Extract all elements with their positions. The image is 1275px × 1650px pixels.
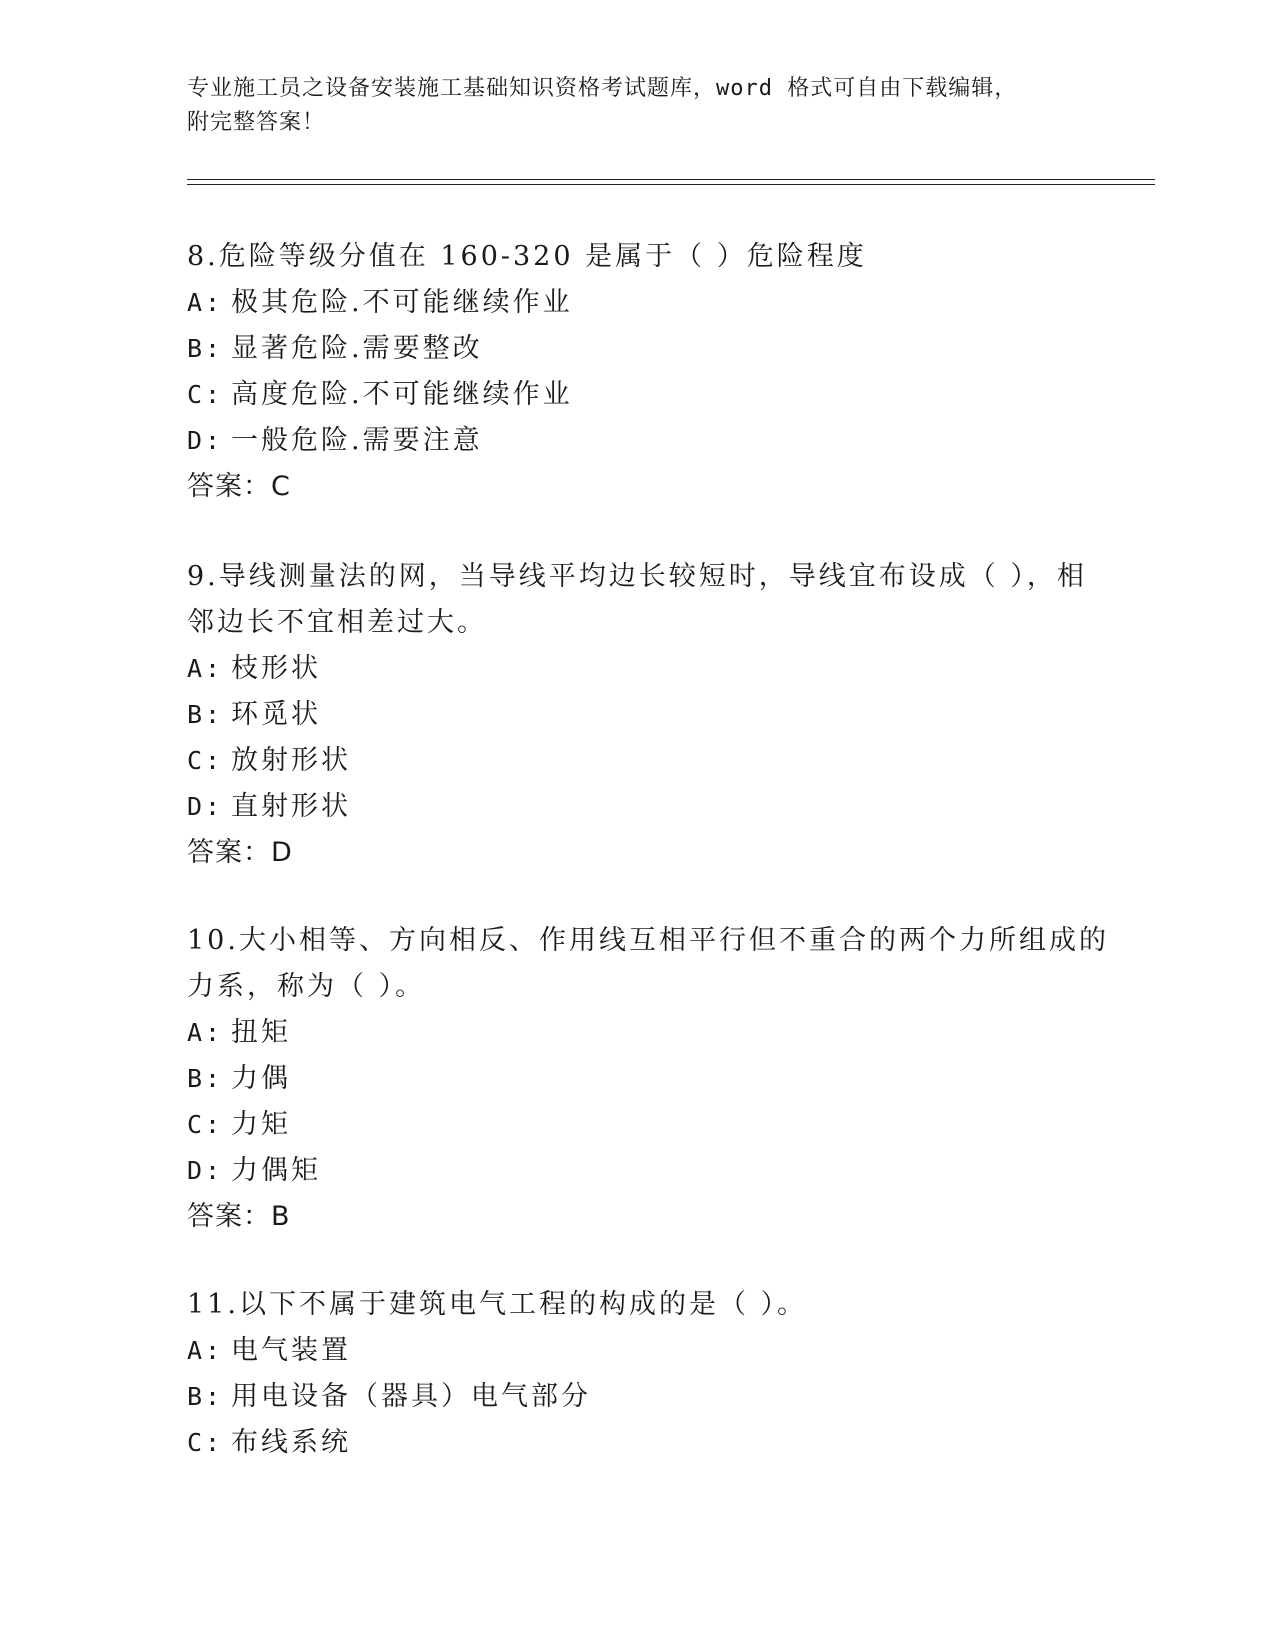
option-c [187, 1102, 1087, 1148]
option-key: B: [187, 1064, 224, 1093]
question-stem: 9.导线测量法的网，当导线平均边长较短时，导线宜布设成（ ），相 [187, 561, 1087, 592]
option-text: 力偶 [231, 1063, 291, 1094]
option-b [187, 692, 1087, 738]
option-key: A: [187, 654, 224, 683]
option-text: 直射形状 [231, 791, 351, 822]
option-key: B: [187, 334, 224, 363]
document-header [187, 72, 1087, 140]
header-divider-bottom [187, 184, 1155, 185]
option-b [187, 1056, 1087, 1102]
option-key: D: [187, 792, 224, 821]
option-b [187, 326, 1087, 372]
option-text: 枝形状 [231, 653, 321, 684]
option-key: A: [187, 288, 224, 317]
option-key: D: [187, 426, 224, 455]
question-stem-continued: 邻边长不宜相差过大。 [187, 607, 487, 638]
option-key: A: [187, 1018, 224, 1047]
question-stem-continued: 力系，称为（ ）。 [187, 971, 426, 1002]
answer-line: 答案：B [187, 1201, 291, 1232]
option-key: C: [187, 1110, 224, 1139]
option-text: 环觅状 [231, 699, 321, 730]
option-key: B: [187, 700, 224, 729]
option-key: A: [187, 1336, 224, 1365]
header-line-1: 专业施工员之设备安装施工基础知识资格考试题库，word 格式可自由下载编辑， [187, 76, 1018, 101]
question-stem: 8.危险等级分值在 160-320 是属于（ ）危险程度 [187, 241, 867, 272]
header-divider-top [187, 179, 1155, 180]
option-text: 力偶矩 [231, 1155, 321, 1186]
option-a [187, 1328, 1087, 1374]
question-stem: 11.以下不属于建筑电气工程的构成的是（ ）。 [187, 1289, 808, 1320]
option-text: 显著危险.需要整改 [231, 333, 483, 364]
option-d [187, 784, 1087, 830]
option-text: 放射形状 [231, 745, 351, 776]
question-stem: 10.大小相等、方向相反、作用线互相平行但不重合的两个力所组成的 [187, 925, 1109, 956]
option-d [187, 1148, 1087, 1194]
option-text: 力矩 [231, 1109, 291, 1140]
option-a [187, 1010, 1087, 1056]
option-text: 极其危险.不可能继续作业 [231, 287, 573, 318]
option-key: D: [187, 1156, 224, 1185]
option-text: 高度危险.不可能继续作业 [231, 379, 573, 410]
option-key: C: [187, 380, 224, 409]
option-d [187, 418, 1087, 464]
option-text: 电气装置 [231, 1335, 351, 1366]
answer-line: 答案：D [187, 837, 293, 868]
question-8 [187, 234, 1087, 510]
option-text: 一般危险.需要注意 [231, 425, 483, 456]
option-key: C: [187, 1428, 224, 1457]
option-c [187, 372, 1087, 418]
option-text: 用电设备（器具）电气部分 [231, 1381, 591, 1412]
option-c [187, 1420, 1087, 1466]
question-10 [187, 918, 1109, 1240]
option-text: 扭矩 [231, 1017, 291, 1048]
answer-line: 答案：C [187, 471, 291, 502]
option-c [187, 738, 1087, 784]
question-9 [187, 554, 1087, 876]
header-line-2: 附完整答案！ [187, 110, 326, 135]
option-key: C: [187, 746, 224, 775]
option-a [187, 280, 1087, 326]
option-a [187, 646, 1087, 692]
option-key: B: [187, 1382, 224, 1411]
option-b [187, 1374, 1087, 1420]
option-text: 布线系统 [231, 1427, 351, 1458]
question-11 [187, 1282, 1087, 1466]
